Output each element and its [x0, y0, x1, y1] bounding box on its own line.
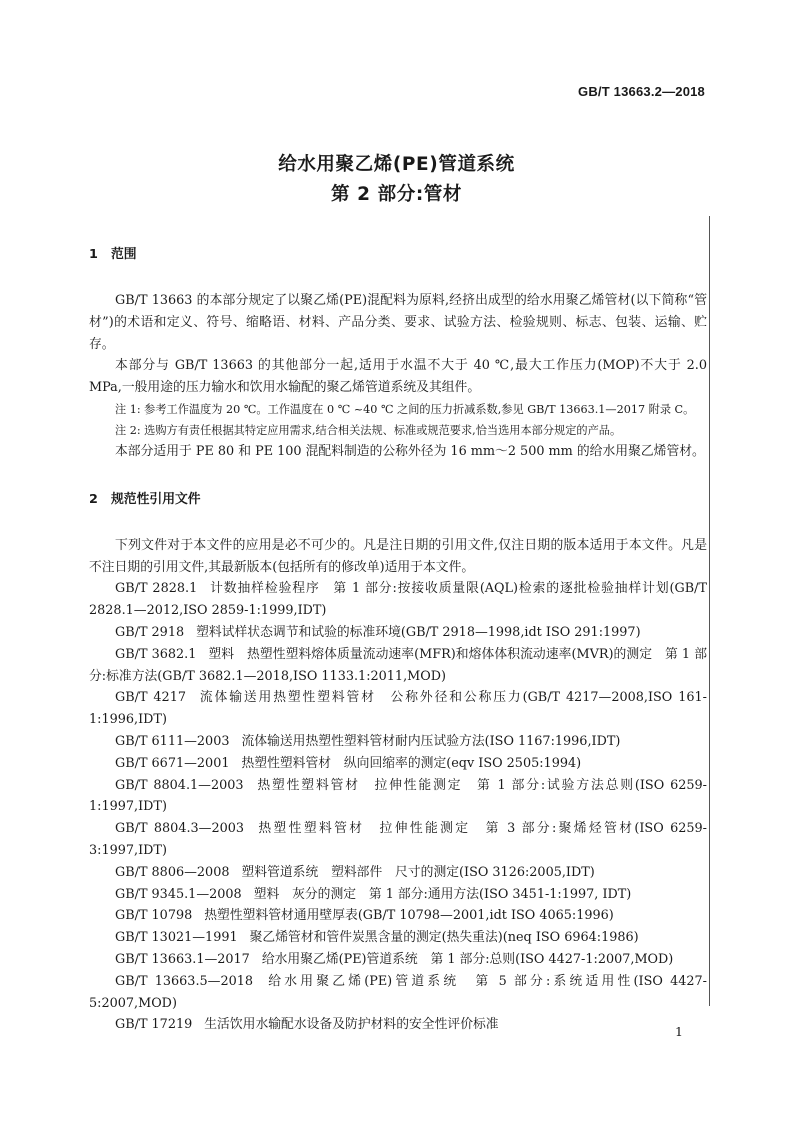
reference-code: GB/T 2828.1 — [115, 581, 198, 597]
scope-note-1: 注 1: 参考工作温度为 20 ℃。工作温度在 0 ℃ ~40 ℃ 之间的压力折减系数,参见 GB/T 13663.1—2017 附录 C。 — [115, 402, 695, 416]
reference-text: 流体输送用热塑性塑料管材 公称外径和公称压力(GB/T 4217—2008,ISO 161-1:1996,IDT) — [89, 690, 707, 728]
reference-item — [89, 622, 707, 644]
reference-item — [89, 578, 707, 622]
reference-item — [89, 731, 707, 753]
reference-item — [89, 905, 707, 927]
reference-item — [89, 862, 707, 884]
reference-code: GB/T 4217 — [115, 690, 186, 706]
reference-code: GB/T 8804.1—2003 — [115, 777, 244, 793]
reference-text: 热塑性塑料管材 纵向回缩率的测定(eqv ISO 2505:1994) — [241, 755, 582, 771]
reference-text: 塑料管道系统 塑料部件 尺寸的测定(ISO 3126:2005,IDT) — [241, 864, 595, 880]
reference-text: 聚乙烯管材和管件炭黑含量的测定(热失重法)(neq ISO 6964:1986) — [249, 930, 639, 946]
reference-text: 热塑性塑料管材 拉伸性能测定 第 1 部分:试验方法总则(ISO 6259-1:1997,IDT) — [89, 777, 707, 815]
references-intro: 下列文件对于本文件的应用是必不可少的。凡是注日期的引用文件,仅注日期的版本适用于本文件。凡是不注日期的引用文件,其最新版本(包括所有的修改单)适用于本文件。 — [89, 537, 707, 575]
reference-code: GB/T 17219 — [115, 1017, 193, 1033]
reference-item — [89, 949, 707, 971]
reference-text: 给水用聚乙烯(PE)管道系统 第 5 部分:系统适用性(ISO 4427-5:2007,MOD) — [89, 973, 707, 1011]
title-line-2: 第 2 部分:管材 — [330, 184, 463, 205]
reference-code: GB/T 13663.1—2017 — [115, 951, 250, 967]
section-2-heading — [89, 489, 707, 511]
reference-text: 塑料 热塑性塑料熔体质量流动速率(MFR)和熔体体积流动速率(MVR)的测定 第 1 部分:标准方法(GB/T 3682.1—2018,ISO 1133.1:2011,MOD) — [89, 646, 707, 684]
reference-text: 热塑性塑料管材通用壁厚表(GB/T 10798—2001,idt ISO 4065:1996) — [204, 908, 614, 924]
reference-item — [89, 884, 707, 906]
reference-item — [89, 775, 707, 819]
reference-code: GB/T 6111—2003 — [115, 733, 230, 749]
document-body — [89, 244, 707, 1036]
section-1-title: 范围 — [111, 247, 137, 262]
margin-rule — [709, 216, 710, 1006]
reference-item — [89, 927, 707, 949]
reference-text: 给水用聚乙烯(PE)管道系统 第 1 部分:总则(ISO 4427-1:2007,MOD) — [261, 951, 674, 967]
title-line-1: 给水用聚乙烯(PE)管道系统 — [278, 154, 515, 175]
page-number: 1 — [675, 1024, 683, 1039]
document-title — [0, 150, 793, 210]
section-1-heading — [89, 244, 707, 266]
scope-paragraph-2: 本部分与 GB/T 13663 的其他部分一起,适用于水温不大于 40 ℃,最大工作压力(MOP)不大于 2.0 MPa,一般用途的压力输水和饮用水输配的聚乙烯管道系统及其组件。 — [89, 358, 707, 396]
reference-text: 计数抽样检验程序 第 1 部分:按接收质量限(AQL)检索的逐批检验抽样计划(GB/T 2828.1—2012,ISO 2859-1:1999,IDT) — [89, 581, 707, 619]
section-2-number: 2 — [89, 491, 98, 507]
section-2-title: 规范性引用文件 — [111, 491, 201, 507]
reference-item — [89, 1014, 707, 1036]
reference-code: GB/T 13021—1991 — [115, 930, 238, 946]
reference-item — [89, 753, 707, 775]
reference-item — [89, 644, 707, 688]
scope-paragraph-1: GB/T 13663 的本部分规定了以聚乙烯(PE)混配料为原料,经挤出成型的给水用聚乙烯管材(以下简称“管材”)的术语和定义、符号、缩略语、材料、产品分类、要求、试验方法、检验规则、标志、包装、运输、贮存。 — [89, 293, 707, 352]
reference-code: GB/T 8806—2008 — [115, 864, 230, 880]
section-1-number: 1 — [89, 247, 98, 262]
reference-item — [89, 687, 707, 731]
reference-code: GB/T 9345.1—2008 — [115, 886, 242, 902]
reference-code: GB/T 8804.3—2003 — [115, 821, 245, 837]
reference-code: GB/T 3682.1 — [115, 646, 197, 662]
scope-note-2: 注 2: 选购方有责任根据其特定应用需求,结合相关法规、标准或规范要求,恰当选用本部分规定的产品。 — [115, 423, 622, 437]
reference-code: GB/T 6671—2001 — [115, 755, 230, 771]
reference-text: 热塑性塑料管材 拉伸性能测定 第 3 部分:聚烯烃管材(ISO 6259-3:1997,IDT) — [89, 821, 707, 858]
reference-code: GB/T 13663.5—2018 — [115, 973, 254, 989]
reference-code: GB/T 2918 — [115, 624, 185, 640]
reference-code: GB/T 10798 — [115, 908, 193, 924]
reference-text: 流体输送用热塑性塑料管材耐内压试验方法(ISO 1167:1996,IDT) — [241, 733, 621, 749]
reference-item — [89, 971, 707, 1015]
reference-text: 塑料 灰分的测定 第 1 部分:通用方法(ISO 3451-1:1997, IDT) — [253, 886, 632, 902]
reference-text: 塑料试样状态调节和试验的标准环境(GB/T 2918—1998,idt ISO 291:1997) — [196, 624, 641, 640]
reference-item — [89, 818, 707, 862]
reference-text: 生活饮用水输配水设备及防护材料的安全性评价标准 — [204, 1017, 499, 1033]
standard-code: GB/T 13663.2—2018 — [578, 84, 705, 99]
scope-paragraph-3: 本部分适用于 PE 80 和 PE 100 混配料制造的公称外径为 16 mm～2 500 mm 的给水用聚乙烯管材。 — [115, 443, 705, 459]
